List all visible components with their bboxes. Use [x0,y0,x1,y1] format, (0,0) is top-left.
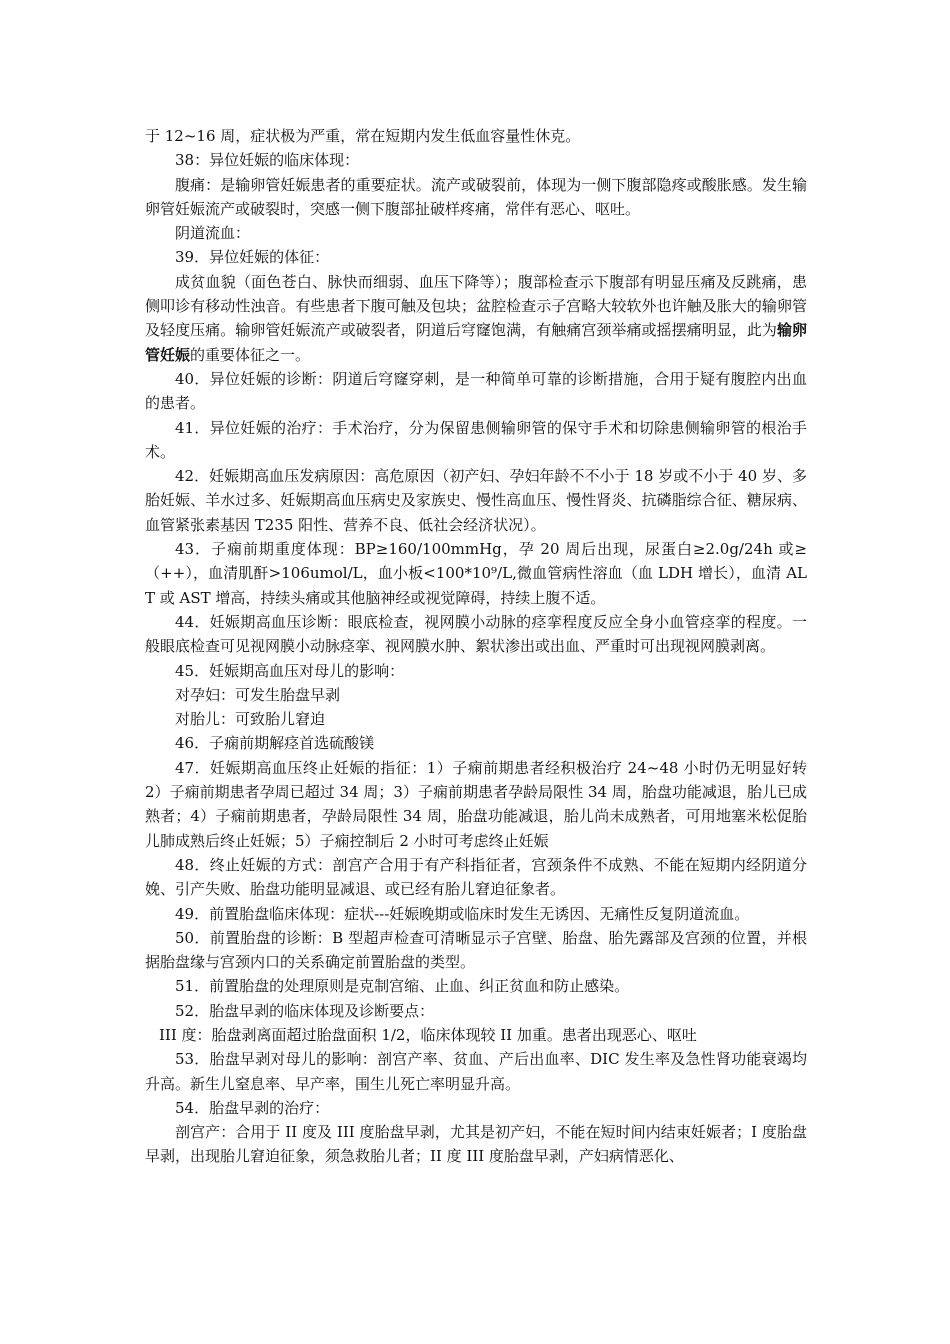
paragraph-signs [145,270,807,367]
item-49: 49．前置胎盘临床体现：症状---妊娠晚期或临床时发生无诱因、无痛性反复阴道流血。 [175,904,750,923]
item-52-grade-3: III 度：胎盘剥离面超过胎盘面积 1/2，临床体现较 II 加重。患者出现恶心、呕吐 [159,1025,697,1044]
signs-text: 成贫血貌（面色苍白、脉快而细弱、血压下降等）；腹部检查示下腹部有明显压痛及反跳痛，患侧叩诊有移动性浊音。有些患者下腹可触及包块；盆腔检查示子宫略大较软外也许触及胀大的输卵管及轻度压痛。输卵管妊娠流产或破裂者，阴道后穹窿饱满，有触痛宫颈举痛或摇摆痛明显，此为 [145,272,807,340]
paragraph-abdominal-pain: 腹痛：是输卵管妊娠患者的重要症状。流产或破裂前，体现为一侧下腹部隐疼或酸胀感。发生输卵管妊娠流产或破裂时，突感一侧下腹部扯破样疼痛，常伴有恶心、呕吐。 [145,175,807,218]
heading-38: 38：异位妊娠的临床体现： [175,151,360,170]
paragraph-vaginal-bleeding: 阴道流血： [175,224,251,243]
heading-39: 39．异位妊娠的体征： [175,248,330,267]
item-44: 44．妊娠期高血压诊断：眼底检查，视网膜小动脉的痉挛程度反应全身小血管痉挛的程度。一般眼底检查可见视网膜小动脉痉挛、视网膜水肿、絮状渗出或出血、严重时可出现视网膜剥离。 [145,612,807,656]
item-54-cesarean: 剖宫产：合用于 II 度及 III 度胎盘早剥，尤其是初产妇，不能在短时间内结束妊娠者；I 度胎盘早剥，出现胎儿窘迫征象，须急救胎儿者；II 度 III 度胎盘早剥，产妇病情恶化、 [145,1123,807,1166]
item-45: 45．妊娠期高血压对母儿的影响： [175,661,405,680]
item-45-mother: 对孕妇：可发生胎盘早剥 [175,685,341,704]
item-42: 42．妊娠期高血压发病原因：高危原因（初产妇、孕妇年龄不不小于 18 岁或不小于 40 岁、多胎妊娠、羊水过多、妊娠期高血压病史及家族史、慢性高血压、慢性肾炎、抗磷脂综合征、糖尿病、血管紧张素基因 T235 阳性、营养不良、低社会经济状况）。 [145,467,807,534]
signs-bold-term: 输卵管妊娠 [145,321,807,364]
item-50: 50．前置胎盘的诊断：B 型超声检查可清晰显示子宫壁、胎盘、胎先露部及宫颈的位置，并根据胎盘缘与宫颈内口的关系确定前置胎盘的类型。 [145,928,807,972]
item-54: 54．胎盘早剥的治疗： [175,1098,330,1117]
item-43: 43．子痫前期重度体现：BP≥160/100mmHg，孕 20 周后出现，尿蛋白≥2.0g/24h 或≥（++），血清肌酐>106umol/L，血小板<100*10⁹/L,微血管病性溶血（血 LDH 增长），血清 ALT 或 AST 增高，持续头痛或其他脑神经或视觉障碍，持续上腹不适。 [145,540,807,607]
paragraph-continuation: 于 12~16 周，症状极为严重，常在短期内发生低血容量性休克。 [145,127,581,145]
item-47: 47．妊娠期高血压终止妊娠的指征：1）子痫前期患者经积极治疗 24~48 小时仍无明显好转 2）子痫前期患者孕周已超过 34 周；3）子痫前期患者孕龄局限性 34 周，胎盘功能减退，胎儿已成熟者；4）子痫前期患者，孕龄局限性 34 周，胎盘功能减退，胎儿尚未成熟者，可用地塞米松促胎儿肺成熟后终止妊娠；5）子痫控制后 2 小时可考虑终止妊娠 [145,758,807,850]
item-41: 41．异位妊娠的治疗：手术治疗，分为保留患侧输卵管的保守手术和切除患侧输卵管的根治手术。 [145,418,807,461]
item-46: 46．子痫前期解痉首选硫酸镁 [175,734,375,753]
item-48: 48．终止妊娠的方式：剖宫产合用于有产科指征者，宫颈条件不成熟、不能在短期内经阴道分娩、引产失败、胎盘功能明显减退、或已经有胎儿窘迫征象者。 [145,855,807,899]
item-52: 52．胎盘早剥的临床体现及诊断要点： [175,1001,435,1020]
item-51: 51．前置胎盘的处理原则是克制宫缩、止血、纠正贫血和防止感染。 [175,977,630,996]
document-page [145,124,807,1169]
item-53: 53．胎盘早剥对母儿的影响：剖宫产率、贫血、产后出血率、DIC 发生率及急性肾功能衰竭均升高。新生儿窒息率、早产率，围生儿死亡率明显升高。 [145,1050,807,1093]
signs-text-end: 的重要体征之一。 [190,345,311,364]
item-45-fetus: 对胎儿：可致胎儿窘迫 [175,710,326,729]
item-40: 40．异位妊娠的诊断：阴道后穹窿穿刺，是一种简单可靠的诊断措施，合用于疑有腹腔内出血的患者。 [145,369,807,413]
